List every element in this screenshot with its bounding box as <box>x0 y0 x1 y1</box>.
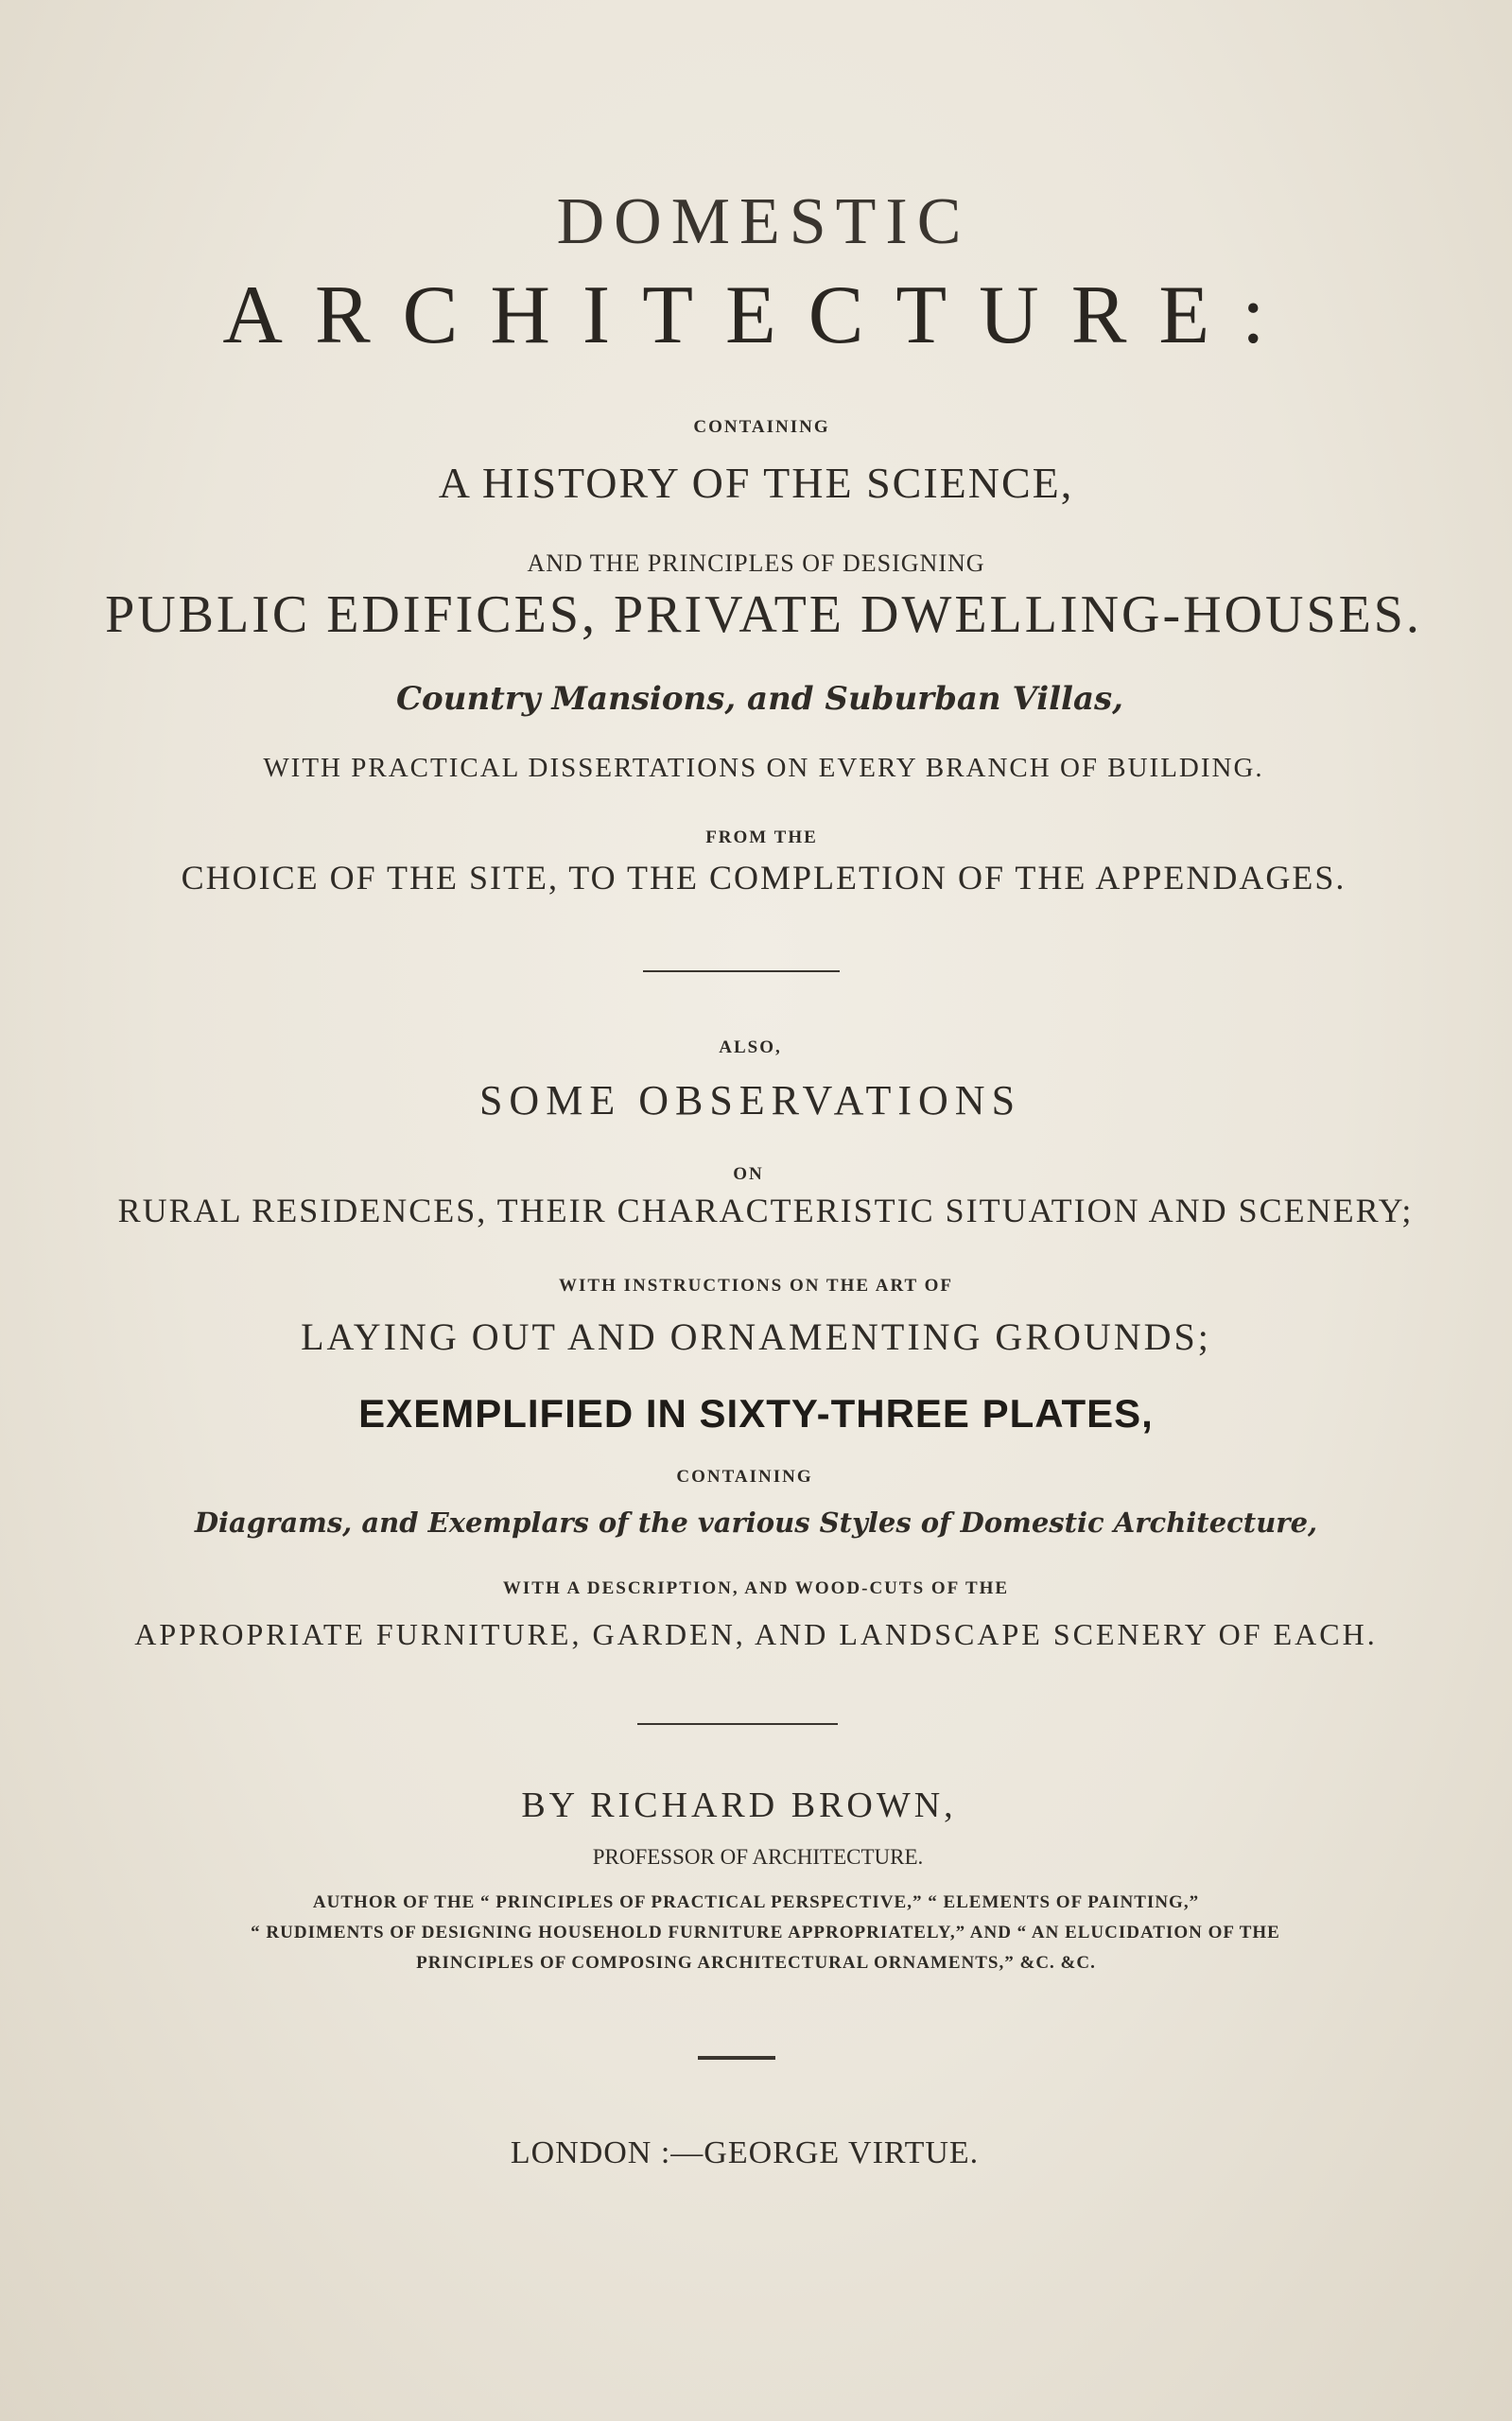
on-label: ON <box>733 1164 764 1184</box>
divider-rule-2 <box>637 1723 838 1725</box>
containing-label-2: CONTAINING <box>676 1467 813 1487</box>
containing-label: CONTAINING <box>693 417 830 437</box>
other-works-line-1: AUTHOR OF THE “ PRINCIPLES OF PRACTICAL PERSPECTIVE,” “ ELEMENTS OF PAINTING,” <box>312 1892 1200 1912</box>
exemplified-line: EXEMPLIFIED IN SIXTY-THREE PLATES, <box>358 1391 1154 1436</box>
title-domestic: DOMESTIC <box>556 185 971 258</box>
divider-rule-1 <box>643 970 840 972</box>
divider-rule-3 <box>698 2056 775 2060</box>
rural-residences-line: RURAL RESIDENCES, THEIR CHARACTERISTIC SITUATION AND SCENERY; <box>117 1192 1414 1229</box>
country-mansions-line: Country Mansions, and Suburban Villas, <box>396 680 1123 718</box>
from-the-label: FROM THE <box>705 827 818 847</box>
choice-of-site-line: CHOICE OF THE SITE, TO THE COMPLETION OF THE APPENDAGES. <box>181 859 1347 897</box>
other-works-line-3: PRINCIPLES OF COMPOSING ARCHITECTURAL ORNAMENTS,” &C. &C. <box>416 1953 1096 1973</box>
instructions-line: WITH INSTRUCTIONS ON THE ART OF <box>559 1276 953 1296</box>
title-architecture: ARCHITECTURE: <box>222 270 1297 361</box>
observations-line: SOME OBSERVATIONS <box>478 1077 1022 1123</box>
history-line: A HISTORY OF THE SCIENCE, <box>438 459 1074 507</box>
other-works-line-2: “ RUDIMENTS OF DESIGNING HOUSEHOLD FURNITURE APPROPRIATELY,” AND “ AN ELUCIDATION OF THE <box>251 1923 1280 1942</box>
imprint-line: LONDON :—GEORGE VIRTUE. <box>510 2135 980 2170</box>
description-line: WITH A DESCRIPTION, AND WOOD-CUTS OF THE <box>502 1578 1010 1598</box>
principles-line: AND THE PRINCIPLES OF DESIGNING <box>527 549 985 577</box>
professor-line: PROFESSOR OF ARCHITECTURE. <box>592 1845 924 1869</box>
author-name-line: BY RICHARD BROWN, <box>521 1785 957 1825</box>
practical-dissertations-line: WITH PRACTICAL DISSERTATIONS ON EVERY BRANCH OF BUILDING. <box>263 753 1264 783</box>
appropriate-furniture-line: APPROPRIATE FURNITURE, GARDEN, AND LANDSCAPE SCENERY OF EACH. <box>134 1617 1378 1651</box>
laying-out-line: LAYING OUT AND ORNAMENTING GROUNDS; <box>301 1315 1211 1358</box>
public-edifices-line: PUBLIC EDIFICES, PRIVATE DWELLING-HOUSES. <box>105 585 1422 644</box>
diagrams-line: Diagrams, and Exemplars of the various Styles of Domestic Architecture, <box>194 1507 1318 1539</box>
also-label: ALSO, <box>719 1037 782 1057</box>
